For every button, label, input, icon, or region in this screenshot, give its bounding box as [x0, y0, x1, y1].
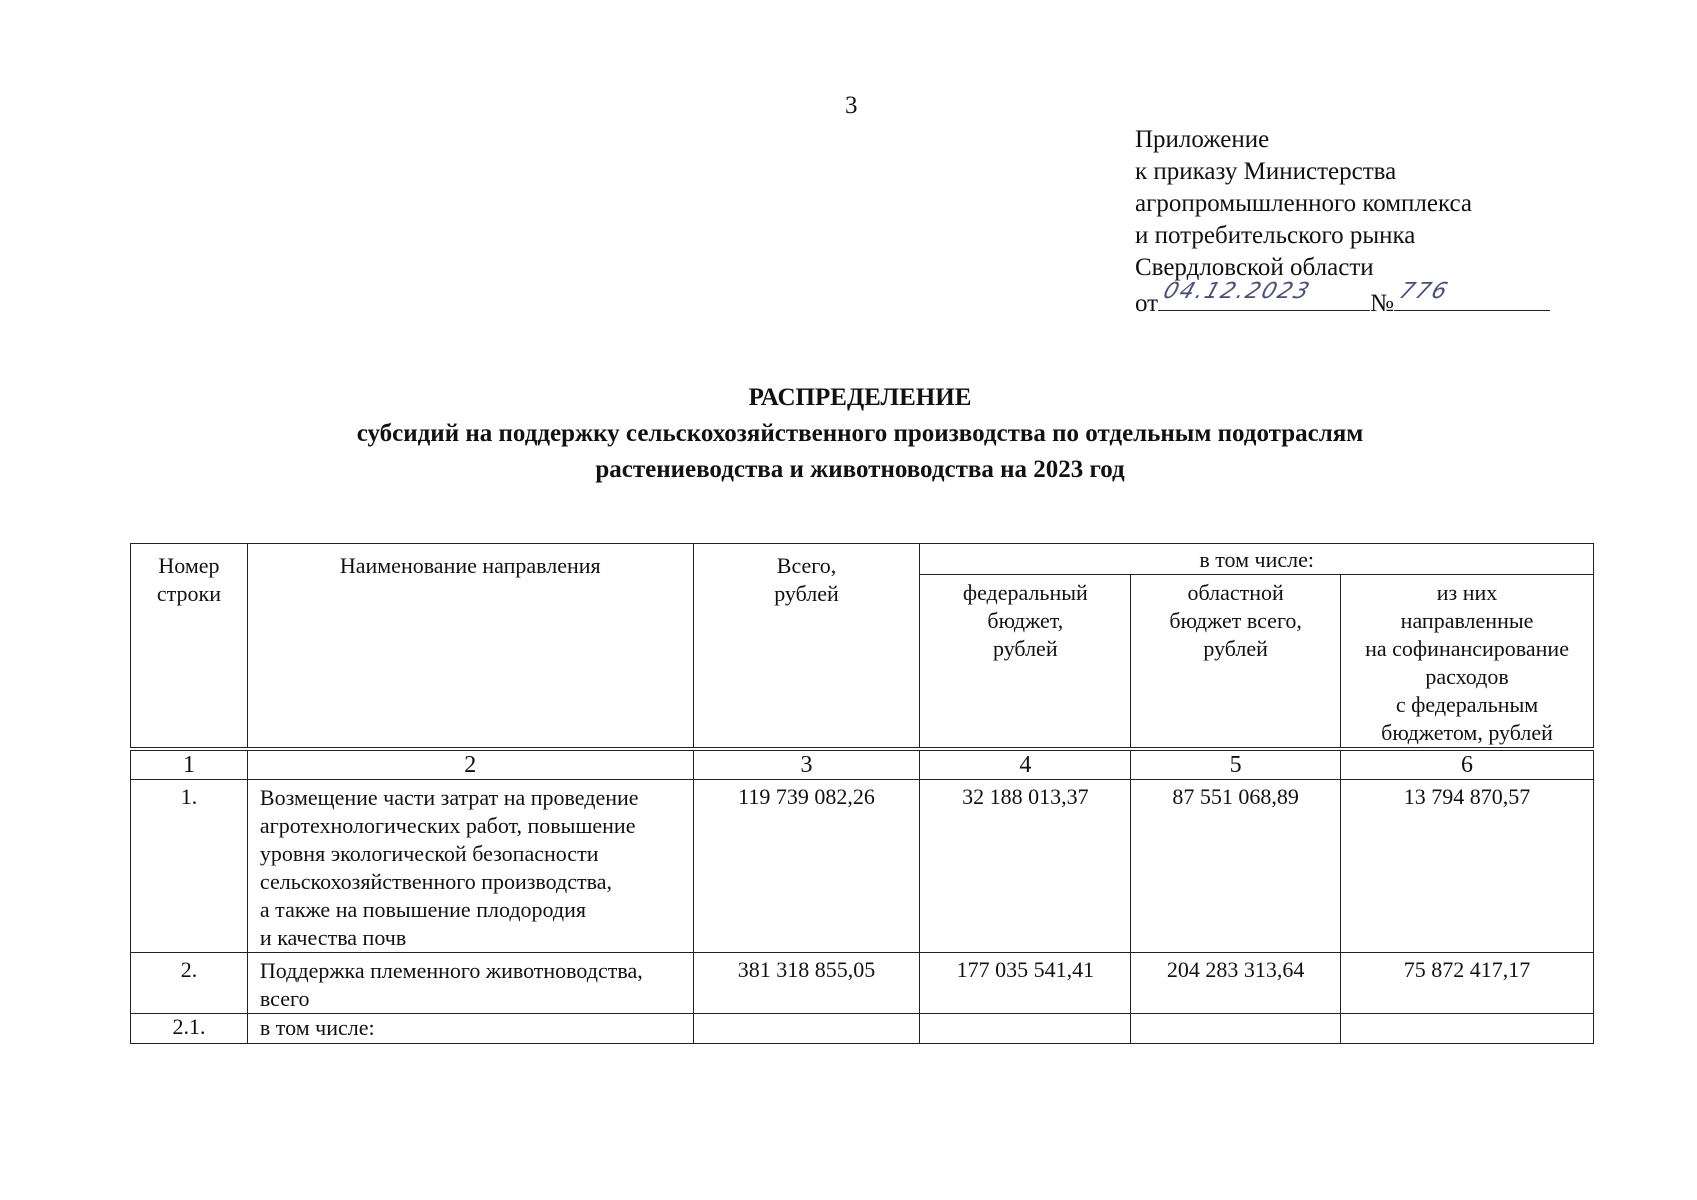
appendix-line: к приказу Министерства: [1135, 158, 1397, 185]
number-blank: [1394, 279, 1550, 311]
name-line: Возмещение части затрат на проведение: [259, 785, 639, 810]
cofinancing-value: 75 872 417,17: [1341, 953, 1594, 1014]
header-text: бюджет,: [987, 608, 1064, 633]
name-line: и качества почв: [259, 925, 407, 950]
row-number: 2.1.: [131, 1014, 248, 1044]
header-text: рублей: [993, 636, 1058, 661]
page-number: 3: [845, 92, 858, 119]
name-line: всего: [259, 986, 310, 1011]
header-text: направленные: [1400, 608, 1534, 633]
name-line: сельскохозяйственного производства,: [259, 869, 612, 894]
name-line: в том числе:: [259, 1015, 375, 1040]
header-text: бюджет всего,: [1169, 608, 1302, 633]
header-text: Номер: [158, 553, 220, 578]
row-number: 1.: [131, 780, 248, 953]
order-date-number-line: [1135, 279, 1550, 320]
header-row-number: [131, 544, 248, 750]
header-text: расходов: [1425, 664, 1509, 689]
from-label: от: [1135, 290, 1159, 317]
column-index-row: [131, 749, 1594, 780]
table-row: [131, 780, 1594, 953]
federal-value: 32 188 013,37: [920, 780, 1131, 953]
header-regional: [1131, 575, 1341, 750]
date-blank: [1158, 279, 1370, 311]
header-text: из них: [1436, 580, 1498, 605]
total-value: [693, 1014, 920, 1044]
total-value: 381 318 855,05: [693, 953, 920, 1014]
column-index: 2: [247, 749, 693, 780]
regional-value: [1131, 1014, 1341, 1044]
direction-name: [247, 953, 693, 1014]
federal-value: [920, 1014, 1131, 1044]
header-text: рублей: [1203, 636, 1268, 661]
header-text: строки: [156, 581, 222, 606]
header-text: Всего,: [776, 553, 837, 578]
document-title: [0, 380, 1697, 488]
name-line: агротехнологических работ, повышение: [259, 813, 636, 838]
appendix-line: Свердловской области: [1135, 254, 1374, 281]
column-index: 3: [693, 749, 920, 780]
title-subheading: растениеводства и животноводства на 2023 год: [595, 456, 1125, 483]
title-heading: РАСПРЕДЕЛЕНИЕ: [748, 384, 972, 411]
regional-value: 87 551 068,89: [1131, 780, 1341, 953]
name-line: Поддержка племенного животноводства,: [259, 958, 643, 983]
table-row: [131, 1014, 1594, 1044]
regional-value: 204 283 313,64: [1131, 953, 1341, 1014]
title-subheading: субсидий на поддержку сельскохозяйственного производства по отдельным подотраслям: [356, 420, 1364, 447]
cofinancing-value: 13 794 870,57: [1341, 780, 1594, 953]
name-line: а также на повышение плодородия: [259, 897, 586, 922]
row-number: 2.: [131, 953, 248, 1014]
appendix-block: [1135, 124, 1550, 320]
cofinancing-value: [1341, 1014, 1594, 1044]
table-header-row: [131, 544, 1594, 575]
number-label: №: [1370, 290, 1394, 317]
header-text: рублей: [774, 581, 839, 606]
header-text: на софинансирование: [1365, 636, 1569, 661]
direction-name: [247, 1014, 693, 1044]
header-total: [693, 544, 920, 750]
column-index: 6: [1341, 749, 1594, 780]
table-row: [131, 953, 1594, 1014]
header-text: с федеральным: [1395, 692, 1539, 717]
header-text: федеральный: [962, 580, 1088, 605]
distribution-table: [130, 543, 1594, 1044]
column-index: 4: [920, 749, 1131, 780]
header-direction-name: Наименование направления: [247, 544, 693, 750]
column-index: 1: [131, 749, 248, 780]
header-cofinancing: [1341, 575, 1594, 750]
total-value: 119 739 082,26: [693, 780, 920, 953]
name-line: уровня экологической безопасности: [259, 841, 599, 866]
handwritten-number: 776: [1396, 279, 1453, 304]
header-federal: [920, 575, 1131, 750]
direction-name: [247, 780, 693, 953]
header-text: бюджетом, рублей: [1381, 720, 1553, 745]
appendix-line: и потребительского рынка: [1135, 222, 1416, 249]
header-including: в том числе:: [920, 544, 1594, 575]
appendix-line: Приложение: [1135, 126, 1270, 153]
handwritten-date: 04.12.2023: [1160, 279, 1315, 304]
header-text: областной: [1187, 580, 1284, 605]
column-index: 5: [1131, 749, 1341, 780]
appendix-line: агропромышленного комплекса: [1135, 190, 1473, 217]
federal-value: 177 035 541,41: [920, 953, 1131, 1014]
